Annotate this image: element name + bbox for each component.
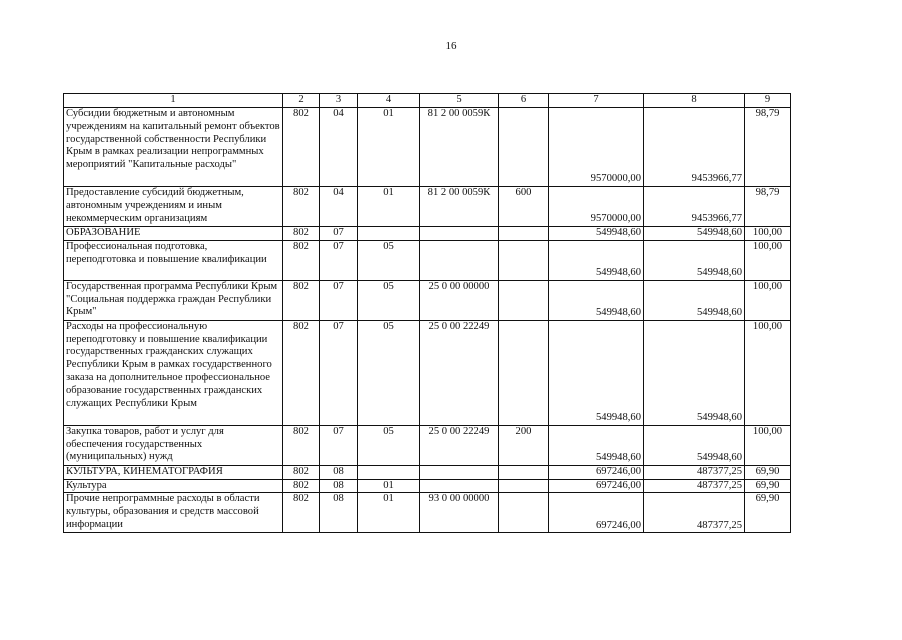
cell-actual: 487377,25 (644, 493, 745, 533)
cell-actual: 9453966,77 (644, 108, 745, 187)
cell-expense-type (499, 108, 549, 187)
cell-planned: 9570000,00 (549, 187, 644, 227)
cell-section: 04 (320, 108, 358, 187)
cell-subsection (358, 465, 420, 479)
cell-percent: 98,79 (745, 108, 791, 187)
cell-section: 08 (320, 479, 358, 493)
cell-percent: 100,00 (745, 280, 791, 320)
cell-actual: 549948,60 (644, 227, 745, 241)
cell-target-article (420, 240, 499, 280)
cell-code: 802 (283, 465, 320, 479)
cell-expense-type (499, 227, 549, 241)
cell-actual: 487377,25 (644, 465, 745, 479)
cell-actual: 487377,25 (644, 479, 745, 493)
cell-percent: 69,90 (745, 493, 791, 533)
cell-code: 802 (283, 227, 320, 241)
cell-planned: 549948,60 (549, 320, 644, 425)
cell-planned: 9570000,00 (549, 108, 644, 187)
cell-target-article: 93 0 00 00000 (420, 493, 499, 533)
cell-section: 07 (320, 320, 358, 425)
cell-subsection: 05 (358, 240, 420, 280)
cell-subsection: 01 (358, 479, 420, 493)
cell-code: 802 (283, 240, 320, 280)
cell-section: 08 (320, 493, 358, 533)
table-header-row (64, 94, 791, 108)
cell-planned: 697246,00 (549, 465, 644, 479)
cell-expense-type: 200 (499, 425, 549, 465)
row-name: Субсидии бюджетным и автономным учреждениям на капитальный ремонт объектов государственной собственности Республики Крым в рамках реализации непрограммных мероприятий "Капитальные расходы" (64, 108, 283, 187)
header-cell: 3 (320, 94, 358, 108)
row-name: Прочие непрограммные расходы в области культуры, образования и средств массовой информации (64, 493, 283, 533)
cell-planned: 549948,60 (549, 280, 644, 320)
cell-planned: 549948,60 (549, 227, 644, 241)
cell-actual: 9453966,77 (644, 187, 745, 227)
cell-subsection: 01 (358, 493, 420, 533)
cell-planned: 697246,00 (549, 493, 644, 533)
cell-subsection: 05 (358, 320, 420, 425)
cell-subsection: 05 (358, 280, 420, 320)
page-number: 16 (445, 40, 457, 52)
cell-planned: 697246,00 (549, 479, 644, 493)
cell-target-article (420, 479, 499, 493)
table-row (64, 108, 791, 187)
row-name: Расходы на профессиональную переподготовку и повышение квалификации государственных гражданских служащих Республики Крым в рамках государственного заказа на дополнительное профессиональное образование государственных гражданских служащих Республики Крым (64, 320, 283, 425)
cell-actual: 549948,60 (644, 280, 745, 320)
table-row (64, 187, 791, 227)
cell-percent: 100,00 (745, 227, 791, 241)
header-cell: 8 (644, 94, 745, 108)
table-row (64, 425, 791, 465)
header-cell: 2 (283, 94, 320, 108)
cell-target-article (420, 227, 499, 241)
header-cell: 4 (358, 94, 420, 108)
cell-expense-type (499, 493, 549, 533)
cell-percent: 100,00 (745, 240, 791, 280)
cell-code: 802 (283, 425, 320, 465)
cell-section: 07 (320, 240, 358, 280)
cell-planned: 549948,60 (549, 425, 644, 465)
cell-expense-type (499, 479, 549, 493)
table-row (64, 479, 791, 493)
cell-subsection: 01 (358, 108, 420, 187)
row-name: Культура (64, 479, 283, 493)
table-row (64, 320, 791, 425)
cell-actual: 549948,60 (644, 320, 745, 425)
row-name: ОБРАЗОВАНИЕ (64, 227, 283, 241)
cell-section: 07 (320, 227, 358, 241)
budget-table (63, 93, 791, 533)
cell-target-article: 81 2 00 0059К (420, 108, 499, 187)
cell-expense-type (499, 280, 549, 320)
table-row (64, 240, 791, 280)
cell-actual: 549948,60 (644, 240, 745, 280)
cell-code: 802 (283, 493, 320, 533)
cell-subsection: 05 (358, 425, 420, 465)
header-cell: 1 (64, 94, 283, 108)
cell-target-article: 25 0 00 22249 (420, 425, 499, 465)
cell-subsection (358, 227, 420, 241)
row-name: Предоставление субсидий бюджетным, автономным учреждениям и иным некоммерческим организациям (64, 187, 283, 227)
header-cell: 5 (420, 94, 499, 108)
cell-percent: 69,90 (745, 479, 791, 493)
cell-target-article: 81 2 00 0059К (420, 187, 499, 227)
cell-percent: 69,90 (745, 465, 791, 479)
row-name: Закупка товаров, работ и услуг для обеспечения государственных (муниципальных) нужд (64, 425, 283, 465)
cell-expense-type (499, 320, 549, 425)
cell-percent: 100,00 (745, 425, 791, 465)
cell-section: 08 (320, 465, 358, 479)
cell-percent: 100,00 (745, 320, 791, 425)
cell-section: 07 (320, 425, 358, 465)
cell-planned: 549948,60 (549, 240, 644, 280)
cell-code: 802 (283, 187, 320, 227)
cell-actual: 549948,60 (644, 425, 745, 465)
table-row (64, 227, 791, 241)
cell-target-article: 25 0 00 00000 (420, 280, 499, 320)
cell-code: 802 (283, 320, 320, 425)
header-cell: 6 (499, 94, 549, 108)
row-name: Государственная программа Республики Крым "Социальная поддержка граждан Республики Крым" (64, 280, 283, 320)
cell-code: 802 (283, 280, 320, 320)
cell-expense-type (499, 240, 549, 280)
cell-subsection: 01 (358, 187, 420, 227)
cell-code: 802 (283, 108, 320, 187)
cell-expense-type (499, 465, 549, 479)
cell-section: 04 (320, 187, 358, 227)
cell-target-article: 25 0 00 22249 (420, 320, 499, 425)
table-row (64, 465, 791, 479)
cell-expense-type: 600 (499, 187, 549, 227)
table-row (64, 493, 791, 533)
row-name: КУЛЬТУРА, КИНЕМАТОГРАФИЯ (64, 465, 283, 479)
cell-code: 802 (283, 479, 320, 493)
row-name: Профессиональная подготовка, переподготовка и повышение квалификации (64, 240, 283, 280)
cell-target-article (420, 465, 499, 479)
table-row (64, 280, 791, 320)
header-cell: 7 (549, 94, 644, 108)
cell-section: 07 (320, 280, 358, 320)
header-cell: 9 (745, 94, 791, 108)
cell-percent: 98,79 (745, 187, 791, 227)
